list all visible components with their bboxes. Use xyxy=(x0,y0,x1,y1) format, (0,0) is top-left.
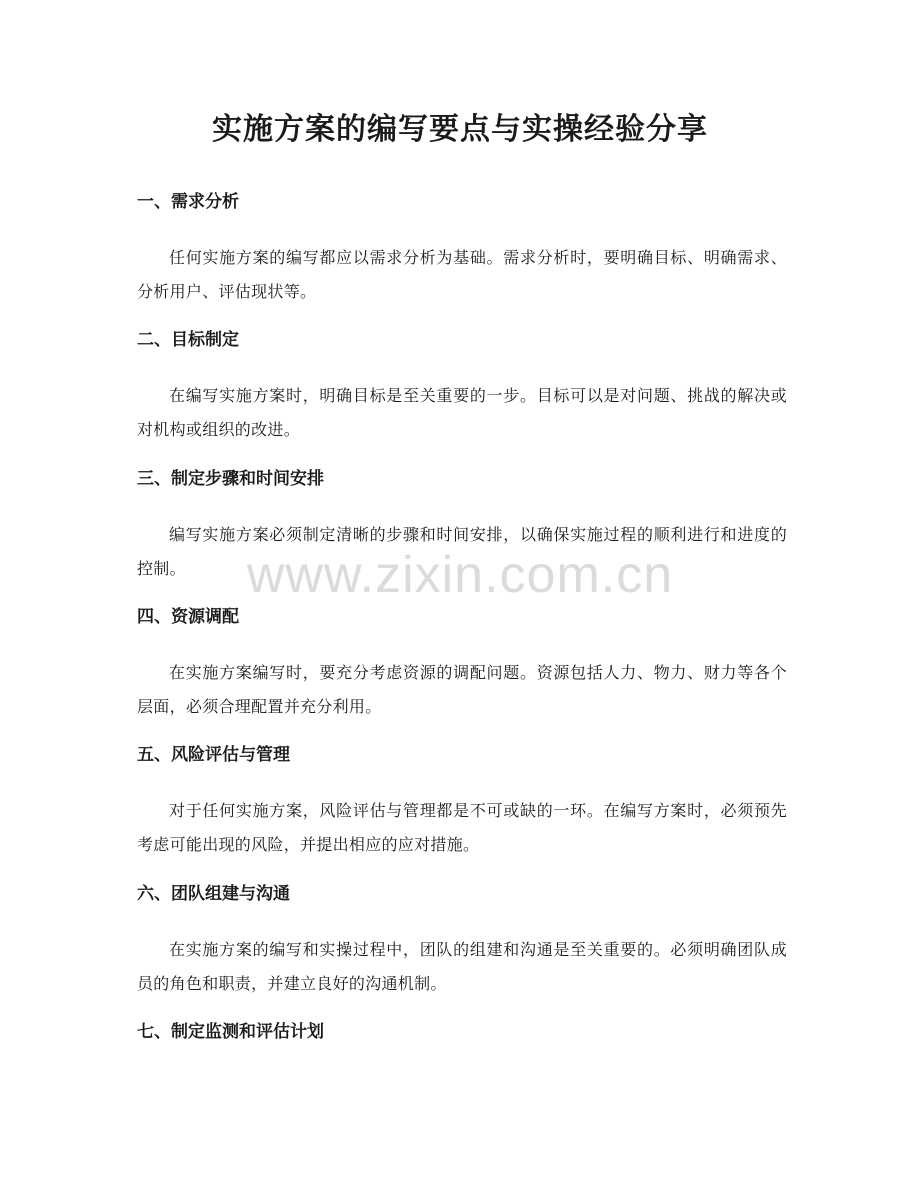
section-body: 编写实施方案必须制定清晰的步骤和时间安排，以确保实施过程的顺利进行和进度的控制。 xyxy=(137,525,787,578)
section-heading: 七、制定监测和评估计划 xyxy=(137,1022,324,1042)
section-resource-allocation xyxy=(137,604,787,724)
section-heading: 六、团队组建与沟通 xyxy=(137,884,290,904)
section-team-communication xyxy=(137,881,787,1001)
section-body: 在编写实施方案时，明确目标是至关重要的一步。目标可以是对问题、挑战的解决或对机构或组织的改进。 xyxy=(137,386,787,439)
section-body: 任何实施方案的编写都应以需求分析为基础。需求分析时，要明确目标、明确需求、分析用户、评估现状等。 xyxy=(137,248,787,301)
section-heading: 二、目标制定 xyxy=(137,330,239,350)
watermark: www.zixin.com.cn xyxy=(246,546,674,604)
section-body: 在实施方案编写时，要充分考虑资源的调配问题。资源包括人力、物力、财力等各个层面，必须合理配置并充分利用。 xyxy=(137,663,787,716)
section-goal-setting xyxy=(137,327,787,447)
section-risk-management xyxy=(137,742,787,862)
section-heading: 五、风险评估与管理 xyxy=(137,745,290,765)
section-monitoring-plan xyxy=(137,1019,787,1045)
section-body: 在实施方案的编写和实操过程中，团队的组建和沟通是至关重要的。必须明确团队成员的角色和职责，并建立良好的沟通机制。 xyxy=(137,940,787,993)
section-heading: 三、制定步骤和时间安排 xyxy=(137,469,324,489)
section-steps-and-schedule xyxy=(137,466,787,586)
section-heading: 一、需求分析 xyxy=(137,192,239,212)
section-body: 对于任何实施方案，风险评估与管理都是不可或缺的一环。在编写方案时，必须预先考虑可能出现的风险，并提出相应的应对措施。 xyxy=(137,801,787,854)
document-title: 实施方案的编写要点与实操经验分享 xyxy=(212,112,708,147)
section-requirements-analysis xyxy=(137,189,787,309)
section-heading: 四、资源调配 xyxy=(137,607,239,627)
